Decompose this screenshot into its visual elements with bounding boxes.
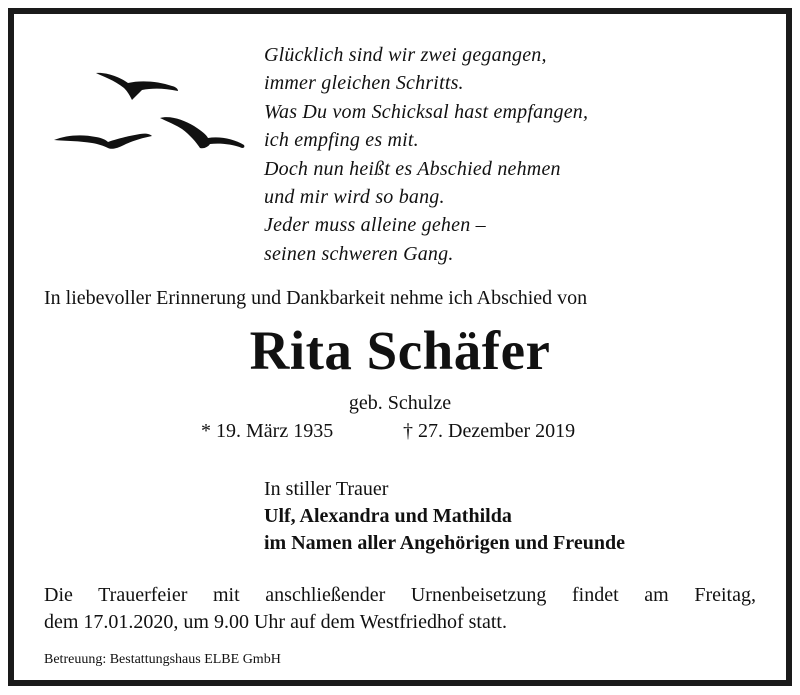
death-date: † 27. Dezember 2019 <box>403 420 576 442</box>
funeral-home-credit: Betreuung: Bestattungshaus ELBE GmbH <box>44 652 281 667</box>
mourner-closing: im Namen aller Angehörigen und Freunde <box>264 532 625 554</box>
poem-line: Doch nun heißt es Abschied nehmen <box>264 157 561 180</box>
deceased-name: Rita Schäfer <box>249 320 551 381</box>
poem-line: Was Du vom Schicksal hast empfangen, <box>264 100 589 123</box>
intro-text: In liebevoller Erinnerung und Dankbarkeit nehme ich Abschied von <box>44 287 588 309</box>
poem-line: immer gleichen Schritts. <box>264 72 464 95</box>
bird-icon <box>96 73 178 100</box>
poem-line: Glücklich sind wir zwei gegangen, <box>264 44 547 66</box>
poem-line: ich empfing es mit. <box>264 129 419 152</box>
birth-name: geb. Schulze <box>348 392 452 414</box>
poem-line: und mir wird so bang. <box>264 186 445 209</box>
bird-icon <box>160 117 244 148</box>
ceremony-line: Die Trauerfeier mit anschließender Urnenbeisetzung findet am Freitag, <box>44 584 756 606</box>
mourner-names: Ulf, Alexandra und Mathilda <box>264 505 512 527</box>
flying-birds-icon <box>48 68 258 168</box>
poem <box>264 41 588 268</box>
obituary-frame <box>8 8 792 686</box>
poem-line: seinen schweren Gang. <box>264 242 454 265</box>
mourners-block <box>264 476 625 557</box>
birth-date: * 19. März 1935 <box>201 420 334 442</box>
mourning-intro: In stiller Trauer <box>264 478 389 500</box>
bird-icon <box>54 134 152 149</box>
poem-line: Jeder muss alleine gehen – <box>264 214 486 237</box>
ceremony-notice <box>44 582 756 636</box>
ceremony-line: dem 17.01.2020, um 9.00 Uhr auf dem Westfriedhof statt. <box>44 611 507 633</box>
